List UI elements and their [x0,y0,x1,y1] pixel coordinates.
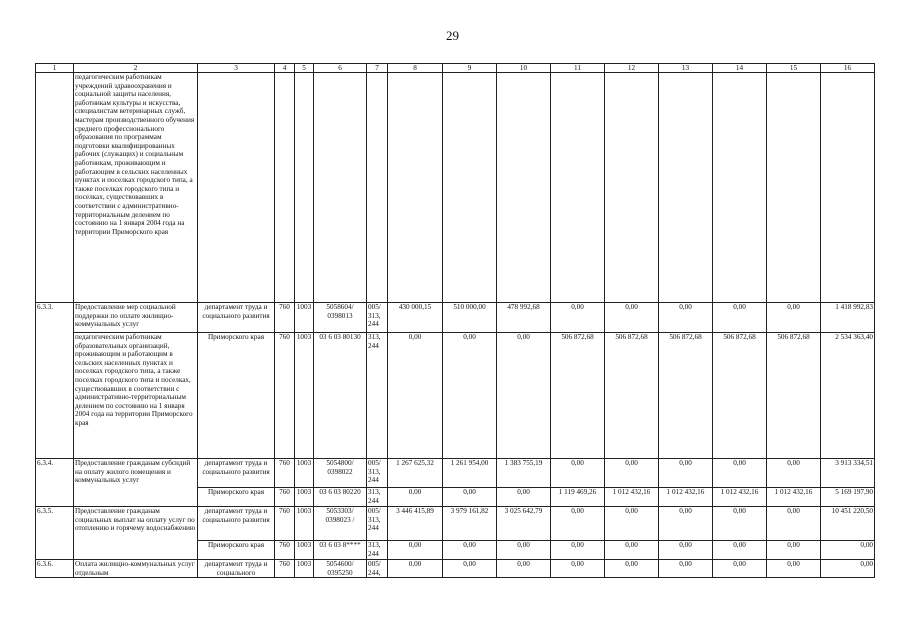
row-org: департамент труда и социального [198,560,275,578]
header-cell: 11 [551,64,605,73]
table-row: 6.3.6. Оплата жилищно-коммунальных услуг отдельным департамент труда и социального 760 1003 5054600/ 0395250 005/ 244, 0,00 0,00 0,00 0,00 0,00 0,00 0,00 0,00 0,00 [37,560,873,577]
header-cell: 15 [767,64,821,73]
row-org: Приморского края [198,333,275,459]
header-cell: 16 [821,64,875,73]
table-row: 6.3.5. Предоставление гражданам социальных выплат на оплату услуг по отоплению и горячему водоснабжению департамент труда и социального развития 760 1003 5053303/ 0398023 / 005/ 313, 244 3 446 415,89 3 979 161,82 3 025 642,79 0,00 0,00 0,00 0,00 0,00 10 451 220,50 [36,507,875,541]
row-number: 6.3.4. [36,459,74,507]
row-number: 6.3.3. [36,303,74,459]
row-number: 6.3.6. [36,560,74,578]
row-org: департамент труда и социального развития [198,507,275,541]
row-name: педагогическим работникам образовательных организаций, проживающим и работающим в сельских населенных пунктах и поселках городского типа, а также поселках городского типа и поселках, существовавших в соответствии с административно-территориальным делением по состоянию на 1 января 2004 года на территории Приморского края [74,333,198,459]
row-name: Предоставление мер социальной поддержки по оплате жилищно-коммунальных услуг [74,303,198,333]
header-cell: 1 [36,64,74,73]
row-org: Приморского края [198,541,275,560]
budget-table [35,63,875,578]
header-cell: 14 [713,64,767,73]
header-cell: 5 [295,64,314,73]
header-cell: 4 [275,64,295,73]
row-org: департамент труда и социального развития [198,459,275,488]
row-org: департамент труда и социального развития [198,303,275,333]
row-number: 6.3.5. [36,507,74,560]
row-name: Предоставление гражданам социальных выплат на оплату услуг по отоплению и горячему водоснабжению [74,507,198,560]
header-cell: 2 [74,64,198,73]
header-row [36,64,875,73]
table-row: Приморского края 760 1003 03 6 03 8**** 313, 244 0,00 0,00 0,00 0,00 0,00 0,00 0,00 0,00 0,00 [36,541,875,560]
table-row: Приморского края 760 1003 03 6 03 80220 313, 244 0,00 0,00 0,00 1 119 469,26 1 012 432,16 1 012 432,16 1 012 432,16 1 012 432,16 5 169 197,90 [36,488,875,507]
header-cell: 12 [605,64,659,73]
table-row: 6.3.3. Предоставление мер социальной поддержки по оплате жилищно-коммунальных услуг департамент труда и социального развития 760 1003 5058604/ 0398013 005/ 313, 244 430 000,15 510 000,00 478 992,68 0,00 0,00 0,00 0,00 0,00 1 418 992,83 [36,303,875,333]
header-cell: 13 [659,64,713,73]
row-name: Оплата жилищно-коммунальных услуг отдельным [74,560,198,578]
continuation-text: педагогическим работникам учреждений здравоохранения и социальной защиты населения, работникам культуры и искусства, специалистам ветеринарных служб, мастерам производственного обучения среднего профессионального образования по программам подготовки квалифицированных рабочих (служащих) и социальным работникам, проживающим и работающим в сельских населенных пунктах и поселках городского типа, а также поселках городского типа и поселках, существовавших в соответствии с административно-территориальным делением по состоянию на 1 января 2004 года на территории Приморского края [74,73,198,303]
header-cell: 10 [497,64,551,73]
table-row: педагогическим работникам образовательных организаций, проживающим и работающим в сельских населенных пунктах и поселках городского типа, а также поселках городского типа и поселках, существовавших в соответствии с административно-территориальным делением по состоянию на 1 января 2004 года на территории Приморского края Приморского края 760 1003 03 6 03 80130 313, 244 0,00 0,00 0,00 506 872,68 506 872,68 506 872,68 506 872,68 506 872,68 2 534 363,40 [36,333,875,459]
row-org: Приморского края [198,488,275,507]
header-cell: 8 [388,64,443,73]
row-name: Предоставление гражданам субсидий на оплату жилого помещения и коммунальных услуг [74,459,198,507]
header-cell: 9 [443,64,497,73]
header-cell: 7 [367,64,388,73]
header-cell: 3 [198,64,275,73]
table-row: 6.3.4. Предоставление гражданам субсидий на оплату жилого помещения и коммунальных услуг департамент труда и социального развития 760 1003 5054800/ 0398022 005/ 313, 244 1 267 625,32 1 261 954,00 1 383 755,19 0,00 0,00 0,00 0,00 0,00 3 913 334,51 [36,459,875,488]
page-number: 29 [446,28,459,43]
table-row-continuation [36,73,875,303]
header-cell: 6 [314,64,367,73]
